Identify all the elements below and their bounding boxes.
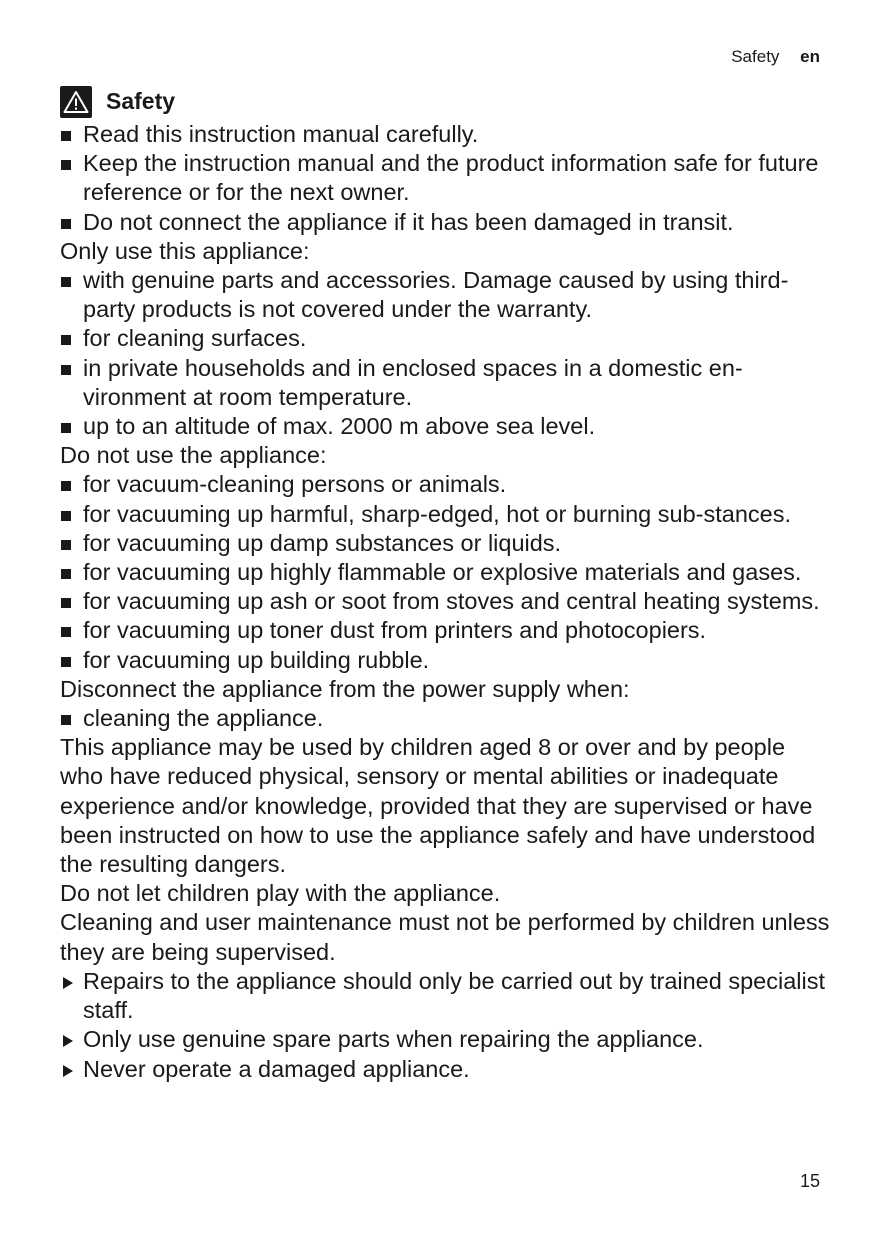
action-item: Repairs to the appliance should only be carried out by trained specialist staff. (60, 967, 830, 1025)
children-paragraph: This appliance may be used by children aged 8 or over and by people who have reduced physical, sensory or mental abilities or inadequate experience and/or knowledge, provided that they are supervised or have been instructed on how to use the appliance safely and have understood the resulting dangers. (60, 734, 816, 878)
do-not-use-list (60, 470, 830, 674)
header-language: en (800, 47, 820, 66)
square-bullet-icon (61, 219, 71, 229)
disconnect-lead: Disconnect the appliance from the power supply when: (60, 675, 630, 702)
square-bullet-icon (61, 715, 71, 725)
list-item: for vacuuming up harmful, sharp-edged, hot or burning sub-stances. (60, 500, 830, 529)
square-bullet-icon (61, 277, 71, 287)
square-bullet-icon (61, 540, 71, 550)
square-bullet-icon (61, 657, 71, 667)
list-item: Read this instruction manual carefully. (60, 120, 830, 149)
list-item: cleaning the appliance. (60, 704, 830, 733)
list-item: for vacuum-cleaning persons or animals. (60, 470, 830, 499)
action-item: Only use genuine spare parts when repairing the appliance. (60, 1025, 830, 1054)
list-item: for vacuuming up building rubble. (60, 646, 830, 675)
list-item: in private households and in enclosed spaces in a domestic en-vironment at room temperature. (60, 354, 830, 412)
list-item: for vacuuming up highly flammable or explosive materials and gases. (60, 558, 830, 587)
children-play-paragraph: Do not let children play with the appliance. (60, 880, 501, 907)
square-bullet-icon (61, 569, 71, 579)
action-list (60, 967, 830, 1084)
list-item: for vacuuming up toner dust from printers and photocopiers. (60, 616, 830, 645)
square-bullet-icon (61, 365, 71, 375)
arrow-bullet-icon (63, 1035, 73, 1047)
arrow-bullet-icon (63, 1065, 73, 1077)
square-bullet-icon (61, 423, 71, 433)
cleaning-paragraph: Cleaning and user maintenance must not be performed by children unless they are being supervised. (60, 909, 830, 965)
square-bullet-icon (61, 160, 71, 170)
use-only-list (60, 266, 830, 441)
list-item: up to an altitude of max. 2000 m above sea level. (60, 412, 830, 441)
square-bullet-icon (61, 481, 71, 491)
safety-section (60, 84, 830, 1084)
square-bullet-icon (61, 598, 71, 608)
list-item: for vacuuming up damp substances or liquids. (60, 529, 830, 558)
square-bullet-icon (61, 131, 71, 141)
list-item: for cleaning surfaces. (60, 324, 830, 353)
use-only-lead: Only use this appliance: (60, 237, 310, 264)
page-number: 15 (799, 1171, 820, 1191)
action-item: Never operate a damaged appliance. (60, 1055, 830, 1084)
disconnect-list (60, 704, 830, 733)
list-item: Do not connect the appliance if it has been damaged in transit. (60, 208, 830, 237)
warning-triangle-icon (60, 86, 92, 118)
intro-list (60, 120, 830, 237)
section-title: Safety (106, 88, 176, 115)
header-section-title: Safety (731, 47, 780, 66)
arrow-bullet-icon (63, 977, 73, 989)
section-heading (60, 84, 830, 120)
running-header (731, 47, 820, 67)
square-bullet-icon (61, 335, 71, 345)
list-item: for vacuuming up ash or soot from stoves and central heating systems. (60, 587, 830, 616)
list-item: with genuine parts and accessories. Damage caused by using third-party products is not covered under the warranty. (60, 266, 830, 324)
list-item: Keep the instruction manual and the product information safe for future reference or for the next owner. (60, 149, 830, 207)
square-bullet-icon (61, 511, 71, 521)
do-not-use-lead: Do not use the appliance: (60, 442, 327, 469)
square-bullet-icon (61, 627, 71, 637)
